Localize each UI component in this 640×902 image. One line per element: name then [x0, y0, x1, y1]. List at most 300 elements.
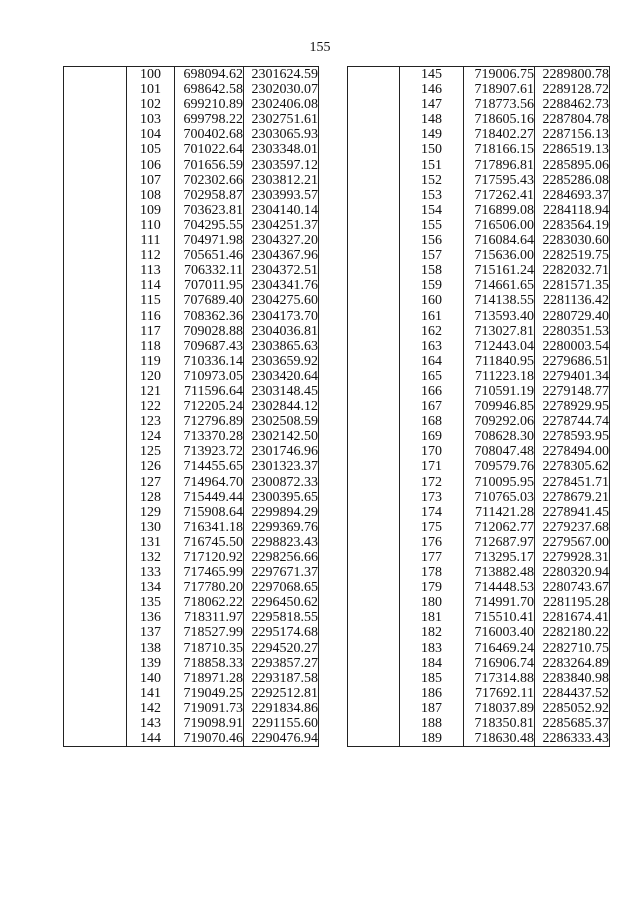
- blank-cell: [348, 475, 400, 490]
- blank-cell: [64, 550, 127, 565]
- point-number: 135: [127, 595, 175, 610]
- blank-cell: [64, 520, 127, 535]
- point-number: 117: [127, 324, 175, 339]
- point-number: 168: [400, 414, 464, 429]
- y-coordinate: 2283840.98: [535, 671, 610, 686]
- x-coordinate: 709028.88: [175, 324, 244, 339]
- blank-cell: [64, 339, 127, 354]
- point-number: 136: [127, 610, 175, 625]
- x-coordinate: 709687.43: [175, 339, 244, 354]
- table-row: [64, 399, 319, 414]
- point-number: 124: [127, 429, 175, 444]
- y-coordinate: 2304275.60: [244, 293, 319, 308]
- point-number: 159: [400, 278, 464, 293]
- table-row: [64, 278, 319, 293]
- coordinate-table-right: [347, 66, 610, 747]
- table-row: [64, 686, 319, 701]
- y-coordinate: 2300872.33: [244, 475, 319, 490]
- point-number: 130: [127, 520, 175, 535]
- x-coordinate: 715908.64: [175, 505, 244, 520]
- blank-cell: [64, 142, 127, 157]
- y-coordinate: 2279928.31: [535, 550, 610, 565]
- y-coordinate: 2280743.67: [535, 580, 610, 595]
- y-coordinate: 2289128.72: [535, 82, 610, 97]
- table-row: [348, 716, 610, 731]
- y-coordinate: 2284693.37: [535, 188, 610, 203]
- blank-cell: [348, 731, 400, 747]
- y-coordinate: 2278679.21: [535, 490, 610, 505]
- x-coordinate: 713027.81: [464, 324, 535, 339]
- point-number: 134: [127, 580, 175, 595]
- table-row: [64, 339, 319, 354]
- blank-cell: [348, 97, 400, 112]
- blank-cell: [64, 188, 127, 203]
- point-number: 119: [127, 354, 175, 369]
- y-coordinate: 2292512.81: [244, 686, 319, 701]
- y-coordinate: 2302751.61: [244, 112, 319, 127]
- blank-cell: [64, 127, 127, 142]
- table-row: [64, 701, 319, 716]
- x-coordinate: 704295.55: [175, 218, 244, 233]
- point-number: 184: [400, 656, 464, 671]
- table-row: [348, 610, 610, 625]
- x-coordinate: 718710.35: [175, 641, 244, 656]
- blank-cell: [348, 520, 400, 535]
- table-row: [348, 158, 610, 173]
- table-row: [348, 444, 610, 459]
- table-row: [348, 414, 610, 429]
- blank-cell: [64, 429, 127, 444]
- y-coordinate: 2303348.01: [244, 142, 319, 157]
- point-number: 158: [400, 263, 464, 278]
- blank-cell: [348, 490, 400, 505]
- blank-cell: [348, 414, 400, 429]
- x-coordinate: 719049.25: [175, 686, 244, 701]
- table-row: [64, 580, 319, 595]
- table-row: [348, 82, 610, 97]
- y-coordinate: 2302030.07: [244, 82, 319, 97]
- y-coordinate: 2290476.94: [244, 731, 319, 747]
- table-row: [64, 671, 319, 686]
- x-coordinate: 713295.17: [464, 550, 535, 565]
- x-coordinate: 717692.11: [464, 686, 535, 701]
- table-row: [64, 188, 319, 203]
- y-coordinate: 2303812.21: [244, 173, 319, 188]
- y-coordinate: 2304140.14: [244, 203, 319, 218]
- point-number: 176: [400, 535, 464, 550]
- point-number: 181: [400, 610, 464, 625]
- blank-cell: [64, 475, 127, 490]
- y-coordinate: 2279567.00: [535, 535, 610, 550]
- y-coordinate: 2278593.95: [535, 429, 610, 444]
- point-number: 115: [127, 293, 175, 308]
- x-coordinate: 710095.95: [464, 475, 535, 490]
- x-coordinate: 718858.33: [175, 656, 244, 671]
- point-number: 147: [400, 97, 464, 112]
- table-row: [64, 656, 319, 671]
- table-row: [348, 324, 610, 339]
- point-number: 163: [400, 339, 464, 354]
- blank-cell: [348, 656, 400, 671]
- x-coordinate: 716003.40: [464, 625, 535, 640]
- x-coordinate: 714448.53: [464, 580, 535, 595]
- point-number: 156: [400, 233, 464, 248]
- blank-cell: [348, 339, 400, 354]
- y-coordinate: 2282710.75: [535, 641, 610, 656]
- x-coordinate: 711223.18: [464, 369, 535, 384]
- table-row: [64, 112, 319, 127]
- table-row: [348, 188, 610, 203]
- x-coordinate: 715636.00: [464, 248, 535, 263]
- point-number: 104: [127, 127, 175, 142]
- x-coordinate: 718350.81: [464, 716, 535, 731]
- y-coordinate: 2281571.35: [535, 278, 610, 293]
- table-row: [64, 82, 319, 97]
- x-coordinate: 717314.88: [464, 671, 535, 686]
- x-coordinate: 719006.75: [464, 67, 535, 83]
- x-coordinate: 719098.91: [175, 716, 244, 731]
- point-number: 112: [127, 248, 175, 263]
- x-coordinate: 710973.05: [175, 369, 244, 384]
- y-coordinate: 2280320.94: [535, 565, 610, 580]
- point-number: 139: [127, 656, 175, 671]
- y-coordinate: 2303993.57: [244, 188, 319, 203]
- point-number: 122: [127, 399, 175, 414]
- blank-cell: [348, 686, 400, 701]
- blank-cell: [348, 127, 400, 142]
- point-number: 133: [127, 565, 175, 580]
- point-number: 171: [400, 459, 464, 474]
- point-number: 166: [400, 384, 464, 399]
- point-number: 111: [127, 233, 175, 248]
- blank-cell: [64, 173, 127, 188]
- y-coordinate: 2279237.68: [535, 520, 610, 535]
- x-coordinate: 698094.62: [175, 67, 244, 83]
- x-coordinate: 713923.72: [175, 444, 244, 459]
- blank-cell: [348, 354, 400, 369]
- table-row: [64, 520, 319, 535]
- y-coordinate: 2278305.62: [535, 459, 610, 474]
- y-coordinate: 2302406.08: [244, 97, 319, 112]
- table-row: [348, 67, 610, 83]
- y-coordinate: 2280351.53: [535, 324, 610, 339]
- blank-cell: [348, 505, 400, 520]
- blank-cell: [64, 369, 127, 384]
- blank-cell: [348, 309, 400, 324]
- x-coordinate: 700402.68: [175, 127, 244, 142]
- table-row: [64, 67, 319, 83]
- x-coordinate: 708362.36: [175, 309, 244, 324]
- x-coordinate: 718166.15: [464, 142, 535, 157]
- blank-cell: [348, 158, 400, 173]
- x-coordinate: 702302.66: [175, 173, 244, 188]
- point-number: 114: [127, 278, 175, 293]
- point-number: 125: [127, 444, 175, 459]
- blank-cell: [64, 203, 127, 218]
- y-coordinate: 2300395.65: [244, 490, 319, 505]
- y-coordinate: 2282519.75: [535, 248, 610, 263]
- point-number: 164: [400, 354, 464, 369]
- y-coordinate: 2284437.52: [535, 686, 610, 701]
- table-row: [64, 369, 319, 384]
- table-row: [64, 309, 319, 324]
- point-number: 145: [400, 67, 464, 83]
- table-row: [348, 142, 610, 157]
- blank-cell: [348, 399, 400, 414]
- blank-cell: [348, 203, 400, 218]
- table-row: [348, 263, 610, 278]
- table-row: [348, 384, 610, 399]
- y-coordinate: 2286333.43: [535, 731, 610, 747]
- blank-cell: [64, 263, 127, 278]
- table-row: [64, 459, 319, 474]
- y-coordinate: 2279686.51: [535, 354, 610, 369]
- point-number: 127: [127, 475, 175, 490]
- x-coordinate: 709292.06: [464, 414, 535, 429]
- y-coordinate: 2287156.13: [535, 127, 610, 142]
- table-row: [64, 641, 319, 656]
- y-coordinate: 2304341.76: [244, 278, 319, 293]
- point-number: 138: [127, 641, 175, 656]
- y-coordinate: 2298256.66: [244, 550, 319, 565]
- table-row: [348, 173, 610, 188]
- x-coordinate: 698642.58: [175, 82, 244, 97]
- x-coordinate: 718402.27: [464, 127, 535, 142]
- point-number: 108: [127, 188, 175, 203]
- blank-cell: [348, 112, 400, 127]
- x-coordinate: 708628.30: [464, 429, 535, 444]
- table-row: [64, 218, 319, 233]
- table-row: [64, 97, 319, 112]
- blank-cell: [348, 369, 400, 384]
- x-coordinate: 704971.98: [175, 233, 244, 248]
- blank-cell: [64, 610, 127, 625]
- y-coordinate: 2283564.19: [535, 218, 610, 233]
- table-row: [64, 203, 319, 218]
- point-number: 189: [400, 731, 464, 747]
- blank-cell: [64, 505, 127, 520]
- x-coordinate: 718907.61: [464, 82, 535, 97]
- y-coordinate: 2303148.45: [244, 384, 319, 399]
- x-coordinate: 718037.89: [464, 701, 535, 716]
- table-row: [348, 399, 610, 414]
- blank-cell: [64, 580, 127, 595]
- blank-cell: [64, 97, 127, 112]
- x-coordinate: 714964.70: [175, 475, 244, 490]
- x-coordinate: 707011.95: [175, 278, 244, 293]
- table-row: [64, 293, 319, 308]
- blank-cell: [348, 550, 400, 565]
- point-number: 128: [127, 490, 175, 505]
- x-coordinate: 718773.56: [464, 97, 535, 112]
- blank-cell: [64, 233, 127, 248]
- point-number: 109: [127, 203, 175, 218]
- point-number: 146: [400, 82, 464, 97]
- point-number: 113: [127, 263, 175, 278]
- y-coordinate: 2301746.96: [244, 444, 319, 459]
- blank-cell: [64, 399, 127, 414]
- table-row: [64, 233, 319, 248]
- x-coordinate: 714991.70: [464, 595, 535, 610]
- point-number: 101: [127, 82, 175, 97]
- y-coordinate: 2293187.58: [244, 671, 319, 686]
- point-number: 157: [400, 248, 464, 263]
- y-coordinate: 2278744.74: [535, 414, 610, 429]
- blank-cell: [64, 716, 127, 731]
- blank-cell: [348, 384, 400, 399]
- blank-cell: [64, 444, 127, 459]
- table-row: [348, 731, 610, 747]
- table-row: [64, 142, 319, 157]
- point-number: 165: [400, 369, 464, 384]
- y-coordinate: 2293857.27: [244, 656, 319, 671]
- table-row: [64, 716, 319, 731]
- y-coordinate: 2303420.64: [244, 369, 319, 384]
- table-row: [348, 505, 610, 520]
- blank-cell: [64, 595, 127, 610]
- table-row: [64, 173, 319, 188]
- y-coordinate: 2304367.96: [244, 248, 319, 263]
- table-row: [348, 490, 610, 505]
- x-coordinate: 710591.19: [464, 384, 535, 399]
- x-coordinate: 718630.48: [464, 731, 535, 747]
- y-coordinate: 2286519.13: [535, 142, 610, 157]
- point-number: 186: [400, 686, 464, 701]
- x-coordinate: 715510.41: [464, 610, 535, 625]
- x-coordinate: 705651.46: [175, 248, 244, 263]
- table-row: [64, 127, 319, 142]
- y-coordinate: 2301624.59: [244, 67, 319, 83]
- table-row: [64, 490, 319, 505]
- blank-cell: [348, 188, 400, 203]
- blank-cell: [64, 218, 127, 233]
- table-row: [348, 97, 610, 112]
- x-coordinate: 710765.03: [464, 490, 535, 505]
- point-number: 167: [400, 399, 464, 414]
- x-coordinate: 713882.48: [464, 565, 535, 580]
- x-coordinate: 719091.73: [175, 701, 244, 716]
- table-row: [64, 731, 319, 747]
- point-number: 142: [127, 701, 175, 716]
- blank-cell: [64, 565, 127, 580]
- blank-cell: [64, 67, 127, 83]
- y-coordinate: 2282032.71: [535, 263, 610, 278]
- y-coordinate: 2303597.12: [244, 158, 319, 173]
- point-number: 188: [400, 716, 464, 731]
- y-coordinate: 2295174.68: [244, 625, 319, 640]
- y-coordinate: 2285286.08: [535, 173, 610, 188]
- y-coordinate: 2301323.37: [244, 459, 319, 474]
- y-coordinate: 2279401.34: [535, 369, 610, 384]
- x-coordinate: 717896.81: [464, 158, 535, 173]
- x-coordinate: 699210.89: [175, 97, 244, 112]
- x-coordinate: 711421.28: [464, 505, 535, 520]
- point-number: 185: [400, 671, 464, 686]
- x-coordinate: 718605.16: [464, 112, 535, 127]
- blank-cell: [64, 309, 127, 324]
- point-number: 143: [127, 716, 175, 731]
- y-coordinate: 2302844.12: [244, 399, 319, 414]
- blank-cell: [64, 731, 127, 747]
- y-coordinate: 2303065.93: [244, 127, 319, 142]
- point-number: 129: [127, 505, 175, 520]
- x-coordinate: 718062.22: [175, 595, 244, 610]
- table-row: [348, 701, 610, 716]
- y-coordinate: 2304036.81: [244, 324, 319, 339]
- point-number: 187: [400, 701, 464, 716]
- point-number: 183: [400, 641, 464, 656]
- point-number: 107: [127, 173, 175, 188]
- table-row: [348, 233, 610, 248]
- table-row: [64, 354, 319, 369]
- x-coordinate: 712205.24: [175, 399, 244, 414]
- blank-cell: [64, 82, 127, 97]
- point-number: 175: [400, 520, 464, 535]
- y-coordinate: 2283264.89: [535, 656, 610, 671]
- blank-cell: [348, 173, 400, 188]
- blank-cell: [348, 580, 400, 595]
- point-number: 172: [400, 475, 464, 490]
- table-row: [348, 580, 610, 595]
- x-coordinate: 717780.20: [175, 580, 244, 595]
- x-coordinate: 714661.65: [464, 278, 535, 293]
- point-number: 154: [400, 203, 464, 218]
- y-coordinate: 2284118.94: [535, 203, 610, 218]
- table-row: [348, 641, 610, 656]
- y-coordinate: 2304251.37: [244, 218, 319, 233]
- blank-cell: [64, 535, 127, 550]
- y-coordinate: 2297671.37: [244, 565, 319, 580]
- blank-cell: [348, 429, 400, 444]
- x-coordinate: 703623.81: [175, 203, 244, 218]
- table-row: [348, 127, 610, 142]
- blank-cell: [64, 278, 127, 293]
- point-number: 121: [127, 384, 175, 399]
- blank-cell: [348, 610, 400, 625]
- blank-cell: [348, 293, 400, 308]
- blank-cell: [348, 67, 400, 83]
- y-coordinate: 2291155.60: [244, 716, 319, 731]
- blank-cell: [348, 233, 400, 248]
- blank-cell: [64, 625, 127, 640]
- point-number: 116: [127, 309, 175, 324]
- y-coordinate: 2299894.29: [244, 505, 319, 520]
- blank-cell: [64, 158, 127, 173]
- y-coordinate: 2278929.95: [535, 399, 610, 414]
- point-number: 174: [400, 505, 464, 520]
- table-row: [348, 203, 610, 218]
- blank-cell: [348, 535, 400, 550]
- x-coordinate: 717262.41: [464, 188, 535, 203]
- table-row: [64, 505, 319, 520]
- blank-cell: [64, 112, 127, 127]
- table-row: [348, 625, 610, 640]
- point-number: 106: [127, 158, 175, 173]
- point-number: 173: [400, 490, 464, 505]
- y-coordinate: 2281136.42: [535, 293, 610, 308]
- table-row: [64, 535, 319, 550]
- x-coordinate: 701022.64: [175, 142, 244, 157]
- point-number: 126: [127, 459, 175, 474]
- point-number: 151: [400, 158, 464, 173]
- y-coordinate: 2304372.51: [244, 263, 319, 278]
- y-coordinate: 2299369.76: [244, 520, 319, 535]
- point-number: 100: [127, 67, 175, 83]
- blank-cell: [64, 686, 127, 701]
- table-row: [64, 429, 319, 444]
- table-row: [348, 339, 610, 354]
- point-number: 102: [127, 97, 175, 112]
